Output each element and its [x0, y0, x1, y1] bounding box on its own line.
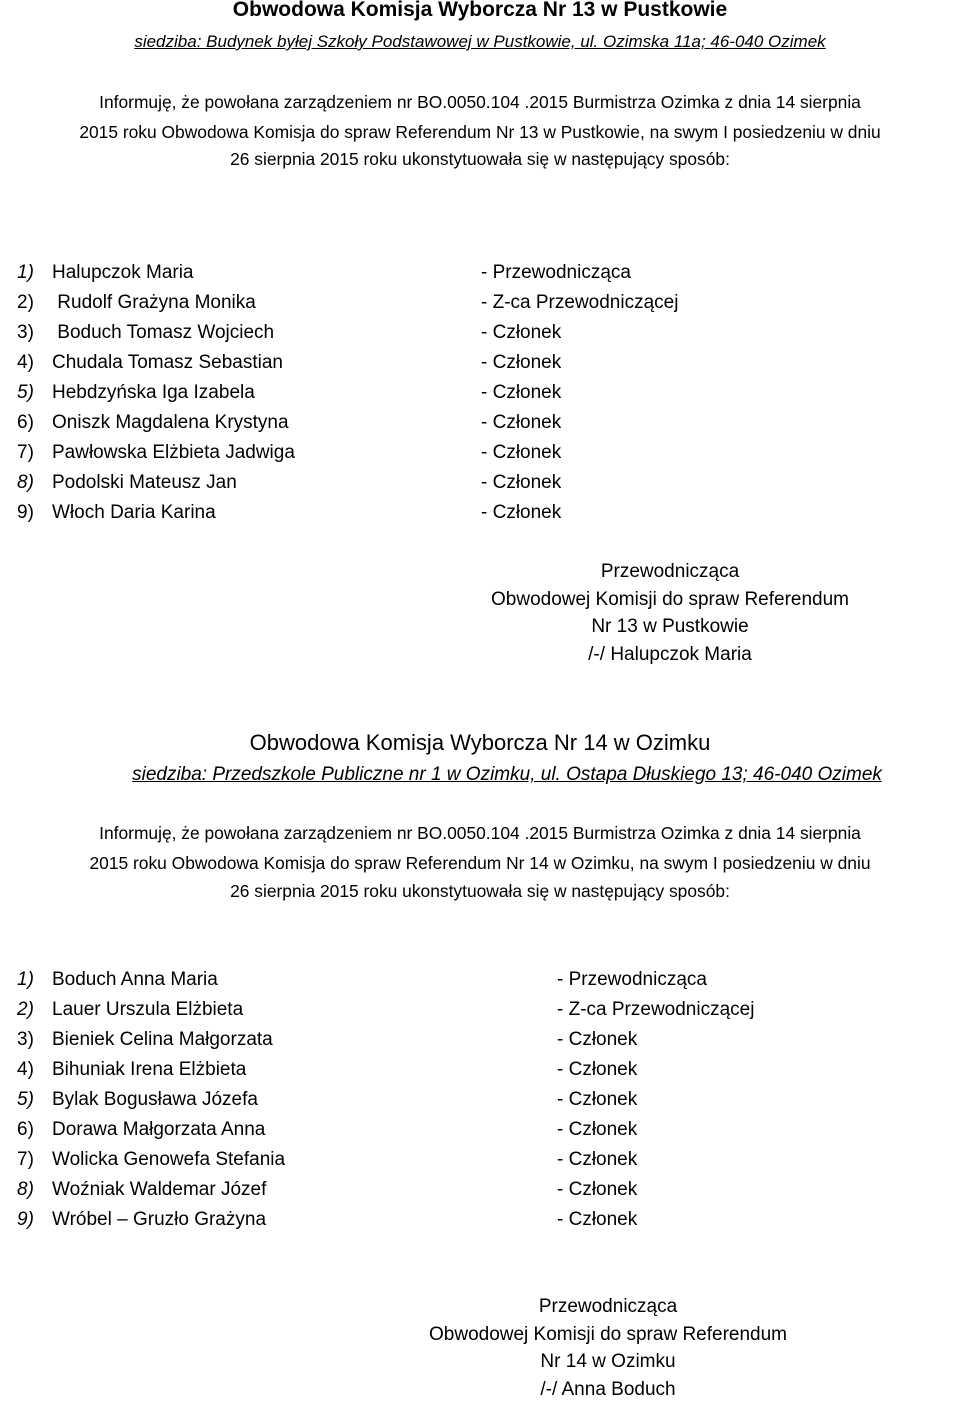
list-item: 6) Dorawa Małgorzata Anna - Członek	[17, 1119, 638, 1140]
signature-line: Nr 13 w Pustkowie	[591, 616, 749, 637]
list-item: 3) Bieniek Celina Małgorzata - Członek	[17, 1029, 638, 1050]
list-item: 1) Halupczok Maria - Przewodnicząca	[17, 262, 631, 283]
signature-line: Obwodowej Komisji do spraw Referendum	[429, 1323, 787, 1345]
signature-line: Obwodowej Komisji do spraw Referendum	[491, 588, 849, 610]
signature-block	[378, 1293, 838, 1403]
list-item: 2) Rudolf Grażyna Monika - Z-ca Przewodniczącej	[17, 292, 679, 313]
list-item: 5) Hebdzyńska Iga Izabela - Członek	[17, 382, 562, 403]
list-item: 3) Boduch Tomasz Wojciech - Członek	[17, 322, 562, 343]
signature-line: Nr 14 w Ozimku	[540, 1351, 676, 1372]
section-seat: siedziba: Budynek byłej Szkoły Podstawowej w Pustkowie, ul. Ozimska 11a; 46-040 Ozimek	[134, 32, 826, 51]
intro-line: 2015 roku Obwodowa Komisja do spraw Referendum Nr 13 w Pustkowie, na swym I posiedzeniu w dniu	[79, 122, 881, 142]
intro-line: 26 sierpnia 2015 roku ukonstytuowała się w następujący sposób:	[230, 149, 730, 169]
list-item: 8) Podolski Mateusz Jan - Członek	[17, 472, 562, 493]
section-title: Obwodowa Komisja Wyborcza Nr 14 w Ozimku	[249, 730, 711, 755]
section-seat: siedziba: Przedszkole Publiczne nr 1 w Ozimku, ul. Ostapa Dłuskiego 13; 46-040 Ozimek	[132, 764, 882, 785]
list-item: 8) Woźniak Waldemar Józef - Członek	[17, 1179, 638, 1200]
signature-line: /-/ Anna Boduch	[540, 1378, 676, 1400]
list-item: 4) Chudala Tomasz Sebastian - Członek	[17, 352, 562, 373]
intro-line: Informuję, że powołana zarządzeniem nr BO.0050.104 .2015 Burmistrza Ozimka z dnia 14 sierpnia	[99, 823, 861, 843]
list-item: 6) Oniszk Magdalena Krystyna - Członek	[17, 412, 562, 433]
intro-line: 26 sierpnia 2015 roku ukonstytuowała się w następujący sposób:	[230, 881, 730, 901]
list-item: 9) Wróbel – Gruzło Grażyna - Członek	[17, 1209, 638, 1230]
signature-line: /-/ Halupczok Maria	[588, 643, 752, 665]
intro-line: Informuję, że powołana zarządzeniem nr BO.0050.104 .2015 Burmistrza Ozimka z dnia 14 sierpnia	[99, 92, 861, 112]
list-item: 7) Pawłowska Elżbieta Jadwiga - Członek	[17, 442, 562, 463]
list-item: 2) Lauer Urszula Elżbieta - Z-ca Przewodniczącej	[17, 999, 755, 1020]
signature-line: Przewodnicząca	[600, 561, 740, 582]
signature-block	[440, 558, 900, 668]
intro-line: 2015 roku Obwodowa Komisja do spraw Referendum Nr 14 w Ozimku, na swym I posiedzeniu w dniu	[89, 853, 871, 873]
signature-line: Przewodnicząca	[538, 1296, 678, 1317]
list-item: 1) Boduch Anna Maria - Przewodnicząca	[17, 969, 707, 990]
section-title: Obwodowa Komisja Wyborcza Nr 13 w Pustkowie	[232, 0, 728, 21]
list-item: 4) Bihuniak Irena Elżbieta - Członek	[17, 1059, 638, 1080]
list-item: 9) Włoch Daria Karina - Członek	[17, 502, 562, 523]
list-item: 7) Wolicka Genowefa Stefania - Członek	[17, 1149, 638, 1170]
list-item: 5) Bylak Bogusława Józefa - Członek	[17, 1089, 638, 1110]
